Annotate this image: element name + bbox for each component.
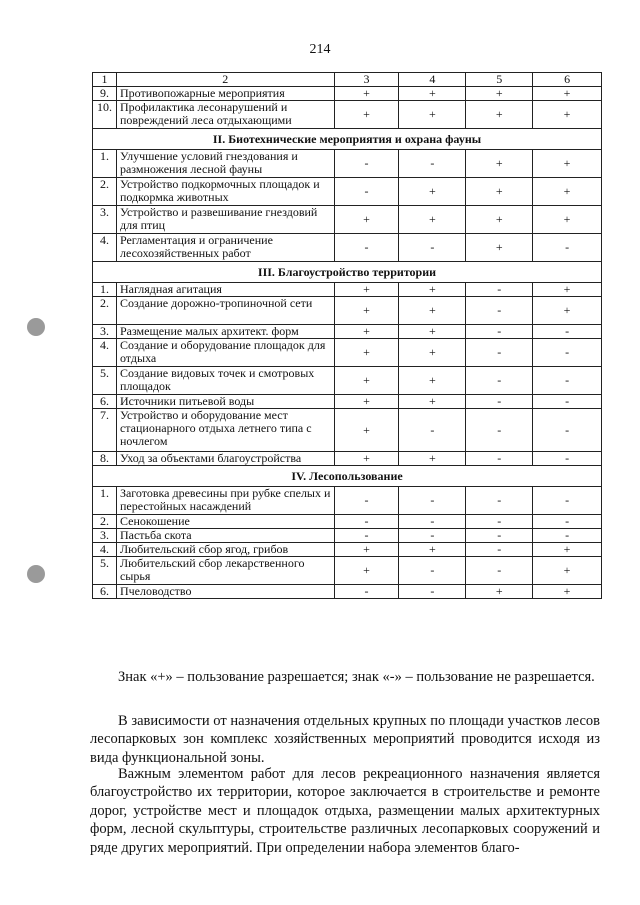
- section-title: III. Благоустройство территории: [93, 262, 602, 283]
- row-mark: -: [466, 339, 533, 367]
- section-heading-row: [93, 262, 602, 283]
- row-number: 2.: [93, 178, 117, 206]
- row-mark: -: [334, 234, 399, 262]
- row-mark: -: [533, 529, 602, 543]
- row-mark: -: [399, 487, 466, 515]
- table-row: [93, 283, 602, 297]
- row-mark: +: [334, 395, 399, 409]
- row-number: 7.: [93, 409, 117, 452]
- row-mark: +: [334, 543, 399, 557]
- row-mark: -: [466, 529, 533, 543]
- row-mark: +: [399, 543, 466, 557]
- row-mark: -: [466, 409, 533, 452]
- row-mark: -: [533, 409, 602, 452]
- row-measure: Размещение малых архитект. форм: [116, 325, 334, 339]
- row-mark: +: [533, 206, 602, 234]
- row-mark: +: [334, 367, 399, 395]
- column-header: 2: [116, 73, 334, 87]
- row-mark: +: [533, 150, 602, 178]
- section-heading-row: [93, 466, 602, 487]
- row-mark: +: [399, 297, 466, 325]
- row-mark: +: [533, 543, 602, 557]
- row-mark: +: [399, 452, 466, 466]
- row-number: 1.: [93, 150, 117, 178]
- row-mark: +: [466, 101, 533, 129]
- row-mark: -: [533, 452, 602, 466]
- row-mark: +: [466, 87, 533, 101]
- row-number: 6.: [93, 395, 117, 409]
- row-mark: +: [334, 452, 399, 466]
- row-mark: -: [466, 487, 533, 515]
- binder-hole: [27, 565, 45, 583]
- row-mark: -: [399, 409, 466, 452]
- row-measure: Устройство и оборудование мест стационарного отдыха летнего типа с ночлегом: [116, 409, 334, 452]
- table-row: [93, 150, 602, 178]
- row-mark: -: [466, 452, 533, 466]
- legend-note: Знак «+» – пользование разрешается; знак «-» – пользование не разрешается.: [118, 669, 595, 685]
- row-mark: +: [533, 557, 602, 585]
- row-number: 2.: [93, 297, 117, 325]
- row-mark: -: [399, 529, 466, 543]
- row-measure: Уход за объектами благоустройства: [116, 452, 334, 466]
- page-number: 214: [309, 42, 331, 57]
- table-row: [93, 452, 602, 466]
- section-heading-row: [93, 129, 602, 150]
- column-header: 3: [334, 73, 399, 87]
- row-mark: +: [533, 101, 602, 129]
- column-header: 5: [466, 73, 533, 87]
- row-mark: -: [466, 395, 533, 409]
- row-number: 5.: [93, 367, 117, 395]
- column-header: 4: [399, 73, 466, 87]
- row-measure: Противопожарные мероприятия: [116, 87, 334, 101]
- row-mark: -: [334, 150, 399, 178]
- row-number: 4.: [93, 234, 117, 262]
- row-mark: -: [466, 367, 533, 395]
- row-mark: +: [466, 234, 533, 262]
- row-measure: Устройство подкормочных площадок и подкормка животных: [116, 178, 334, 206]
- header-row: [93, 73, 602, 87]
- table-row: [93, 234, 602, 262]
- table-row: [93, 206, 602, 234]
- row-mark: +: [334, 325, 399, 339]
- row-measure: Пчеловодство: [116, 585, 334, 599]
- row-mark: -: [466, 515, 533, 529]
- row-number: 3.: [93, 206, 117, 234]
- table-row: [93, 325, 602, 339]
- row-mark: +: [533, 297, 602, 325]
- row-mark: -: [533, 367, 602, 395]
- row-mark: +: [399, 367, 466, 395]
- row-mark: +: [399, 206, 466, 234]
- row-number: 6.: [93, 585, 117, 599]
- row-number: 5.: [93, 557, 117, 585]
- row-measure: Регламентация и ограничение лесохозяйственных работ: [116, 234, 334, 262]
- row-mark: +: [466, 178, 533, 206]
- row-mark: -: [466, 543, 533, 557]
- row-number: 4.: [93, 543, 117, 557]
- row-mark: +: [399, 87, 466, 101]
- row-number: 9.: [93, 87, 117, 101]
- row-mark: +: [334, 87, 399, 101]
- section-title: IV. Лесопользование: [93, 466, 602, 487]
- row-mark: +: [533, 87, 602, 101]
- row-mark: -: [466, 325, 533, 339]
- table-row: [93, 178, 602, 206]
- table-row: [93, 557, 602, 585]
- row-mark: +: [466, 585, 533, 599]
- table-row: [93, 339, 602, 367]
- row-mark: +: [533, 178, 602, 206]
- table-row: [93, 87, 602, 101]
- measures-table: [92, 72, 602, 599]
- row-mark: -: [533, 325, 602, 339]
- table-row: [93, 297, 602, 325]
- row-measure: Создание видовых точек и смотровых площадок: [116, 367, 334, 395]
- row-measure: Устройство и развешивание гнездовий для птиц: [116, 206, 334, 234]
- table-row: [93, 529, 602, 543]
- row-measure: Заготовка древесины при рубке спелых и перестойных насаждений: [116, 487, 334, 515]
- table-row: [93, 101, 602, 129]
- row-mark: -: [334, 515, 399, 529]
- row-mark: -: [466, 557, 533, 585]
- column-header: 6: [533, 73, 602, 87]
- row-mark: +: [466, 150, 533, 178]
- column-header: 1: [93, 73, 117, 87]
- row-measure: Улучшение условий гнездования и размножения лесной фауны: [116, 150, 334, 178]
- row-mark: -: [334, 585, 399, 599]
- row-number: 8.: [93, 452, 117, 466]
- row-mark: +: [399, 325, 466, 339]
- row-mark: +: [399, 283, 466, 297]
- table-row: [93, 543, 602, 557]
- row-mark: +: [334, 339, 399, 367]
- row-mark: +: [533, 585, 602, 599]
- row-mark: +: [399, 339, 466, 367]
- table-row: [93, 487, 602, 515]
- row-number: 10.: [93, 101, 117, 129]
- table-row: [93, 515, 602, 529]
- row-measure: Наглядная агитация: [116, 283, 334, 297]
- row-mark: +: [334, 283, 399, 297]
- row-number: 2.: [93, 515, 117, 529]
- row-mark: -: [334, 529, 399, 543]
- row-mark: +: [533, 283, 602, 297]
- row-mark: -: [399, 585, 466, 599]
- table-row: [93, 585, 602, 599]
- row-mark: -: [466, 283, 533, 297]
- row-measure: Создание и оборудование площадок для отдыха: [116, 339, 334, 367]
- row-number: 1.: [93, 283, 117, 297]
- row-measure: Сенокошение: [116, 515, 334, 529]
- row-mark: -: [533, 339, 602, 367]
- row-mark: +: [334, 557, 399, 585]
- row-measure: Любительский сбор ягод, грибов: [116, 543, 334, 557]
- row-mark: -: [399, 234, 466, 262]
- row-mark: +: [399, 101, 466, 129]
- row-mark: +: [334, 297, 399, 325]
- row-mark: +: [466, 206, 533, 234]
- row-number: 4.: [93, 339, 117, 367]
- section-title: II. Биотехнические мероприятия и охрана фауны: [93, 129, 602, 150]
- row-measure: Любительский сбор лекарственного сырья: [116, 557, 334, 585]
- row-mark: -: [533, 395, 602, 409]
- row-mark: -: [399, 557, 466, 585]
- row-measure: Источники питьевой воды: [116, 395, 334, 409]
- binder-hole: [27, 318, 45, 336]
- row-mark: -: [533, 234, 602, 262]
- body-paragraph: В зависимости от назначения отдельных крупных по площади участков лесов лесопарковых зон комплекс хозяйственных мероприятий проводится исходя из вида функциональной зоны.: [90, 713, 600, 766]
- row-number: 3.: [93, 325, 117, 339]
- table-row: [93, 395, 602, 409]
- row-mark: -: [533, 515, 602, 529]
- row-mark: -: [399, 150, 466, 178]
- table-row: [93, 409, 602, 452]
- row-mark: +: [399, 395, 466, 409]
- row-mark: -: [399, 515, 466, 529]
- row-number: 1.: [93, 487, 117, 515]
- row-mark: +: [334, 409, 399, 452]
- row-mark: +: [334, 101, 399, 129]
- body-paragraph: Важным элементом работ для лесов рекреационного назначения является благоустройство их территории, которое заключается в строительстве и ремонте дорог, устройстве мест и площадок отдыха, размещении малых архитектурных форм, лесной скульптуры, строительстве различных лесопарковых сооружений и ряде других мероприятий. При определении набора элементов благо-: [90, 766, 600, 856]
- row-measure: Создание дорожно-тропиночной сети: [116, 297, 334, 325]
- row-mark: -: [533, 487, 602, 515]
- row-measure: Профилактика лесонарушений и повреждений леса отдыхающими: [116, 101, 334, 129]
- row-mark: -: [334, 178, 399, 206]
- table-row: [93, 367, 602, 395]
- row-measure: Пастьба скота: [116, 529, 334, 543]
- row-mark: -: [466, 297, 533, 325]
- row-mark: +: [334, 206, 399, 234]
- row-mark: +: [399, 178, 466, 206]
- row-number: 3.: [93, 529, 117, 543]
- row-mark: -: [334, 487, 399, 515]
